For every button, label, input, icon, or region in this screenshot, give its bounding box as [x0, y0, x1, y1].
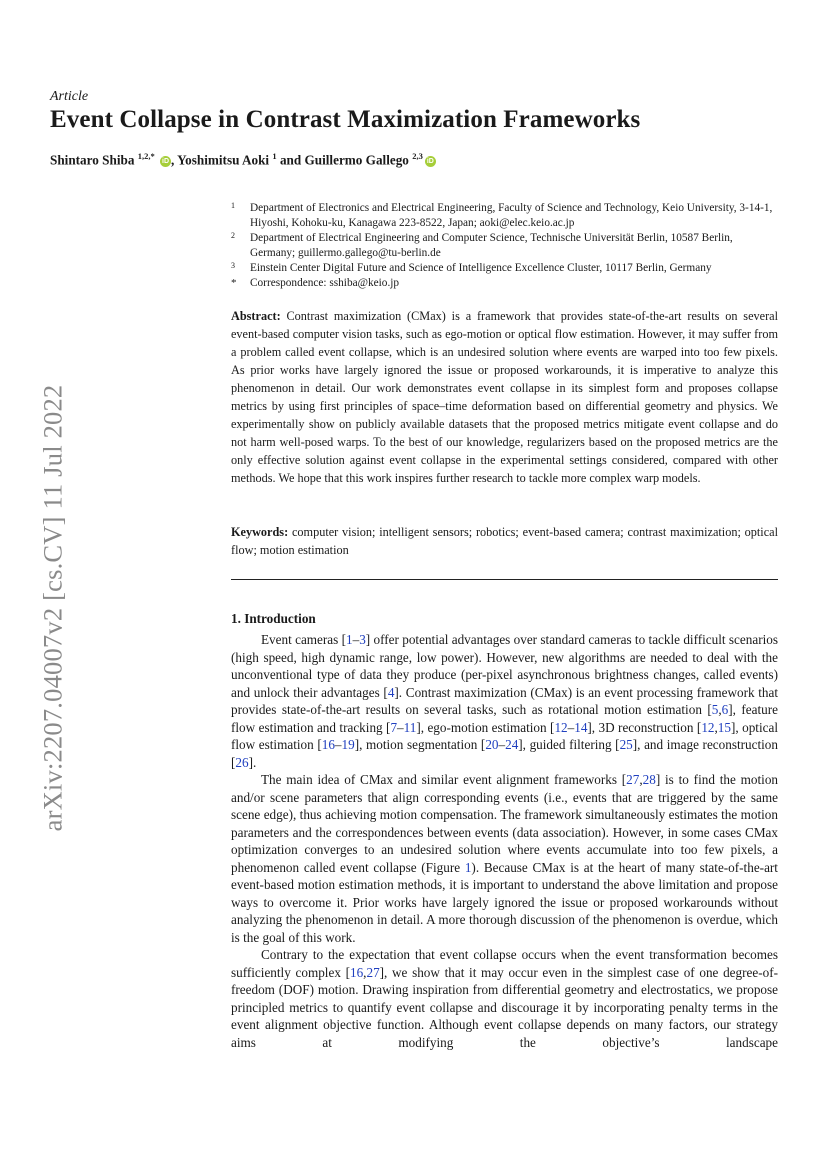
affiliation-item — [231, 231, 778, 261]
arxiv-identifier: arXiv:2207.04007v2 [cs.CV] 11 Jul 2022 — [37, 384, 68, 832]
citation-link[interactable]: 25 — [619, 737, 633, 752]
citation-link[interactable]: 26 — [235, 754, 249, 770]
body-text: ] offer potential advantages over standard cameras to tackle difficult scenarios (high speed, high dynamic range, low power). However, new algorithms are needed to deal with the unconventional type of data they produce (per-pixel asynchronous brightness changes, called events) and unlock their advantages [ — [231, 632, 778, 700]
body-text: – — [352, 632, 360, 647]
citation-link[interactable]: 28 — [642, 772, 656, 787]
body-text: ], guided filtering [ — [518, 737, 620, 752]
citation-link[interactable]: 1 — [346, 632, 353, 647]
citation-link[interactable]: 7 — [390, 719, 398, 735]
body-text: ] is to find the motion and/or scene parameters that align corresponding events (i.e., events that are triggered by the same scene edge), thus achieving motion compensation. The framework simultaneously estimates the motion parameters and the correspondences between events (data association). However, in some cases CMax optimization converges to an undesired solution where events accumulate into too few pixels, a phenomenon called event collapse (Figure — [231, 772, 779, 875]
citation-link[interactable]: 12 — [554, 719, 568, 735]
author-affiliation-marks: 1 — [272, 151, 277, 161]
author-separator: , — [171, 152, 178, 168]
affiliation-item — [231, 261, 778, 276]
body-paragraph — [231, 946, 778, 1051]
citation-link[interactable]: 27 — [626, 772, 640, 787]
body-text: , — [639, 772, 643, 787]
body-text: ], feature flow estimation and tracking [ — [231, 702, 778, 735]
body-text: ]. Contrast maximization (CMax) is an event processing framework that provides state-of-the-art results on several tasks, such as rotational motion estimation [ — [231, 684, 779, 717]
keywords — [231, 523, 778, 559]
body-text: ], and image reconstruction [ — [231, 737, 778, 770]
body-paragraph — [231, 771, 778, 946]
introduction-body — [231, 631, 778, 1051]
body-text: – — [498, 737, 506, 752]
body-text: ]. — [248, 754, 257, 770]
author-separator: and — [276, 152, 305, 168]
author-affiliation-marks: 1,2,* — [137, 151, 155, 161]
affiliation-text: Department of Electronics and Electrical Engineering, Faculty of Science and Technology, Keio University, 3-14-1, Hiyoshi, Kohoku-ku, Kanagawa 223-8522, Japan; aoki@elec.keio.ac.jp — [250, 202, 773, 229]
author-list — [50, 151, 436, 168]
body-text: ], we show that it may occur even in the simplest case of one degree-of-freedom (DOF) motion. Drawing inspiration from differential geometry and electrostatics, we propose principled metrics to quantify event collapse and discourage it by incorporating penalty terms in the event alignment objective function. Although event collapse depends on many factors, our strategy aims at modifying the objective’s landscape — [231, 964, 778, 1050]
affiliations-block — [231, 201, 778, 291]
citation-link[interactable]: 27 — [366, 964, 380, 980]
author-name: Yoshimitsu Aoki — [177, 152, 270, 168]
abstract-label: Abstract: — [231, 309, 281, 323]
body-text: Event cameras [ — [261, 632, 347, 647]
affiliation-marker: 2 — [231, 231, 235, 240]
body-text: The main idea of CMax and similar event alignment frameworks [ — [261, 772, 627, 787]
citation-link[interactable]: 20 — [485, 737, 499, 752]
citation-link[interactable]: 11 — [403, 719, 417, 735]
affiliation-text: Correspondence: sshiba@keio.jp — [250, 277, 400, 289]
affiliation-marker: 3 — [231, 261, 235, 270]
abstract-text: Contrast maximization (CMax) is a framework that provides state-of-the-art results on several event-based computer vision tasks, such as ego-motion or optical flow estimation. However, it may suffer from a problem called event collapse, which is an undesired solution where events are warped into too few pixels. As prior works have largely ignored the issue or proposed workarounds, it is imperative to analyze this phenomenon in detail. Our work demonstrates event collapse in its simplest form and proposes collapse metrics by using first principles of space–time deformation based on differential geometry and physics. We experimentally show on publicly available datasets that the proposed metrics mitigate event collapse and do not harm well-posed warps. To the best of our knowledge, regularizers based on the proposed metrics are the only effective solution against event collapse in the experimental settings considered, compared with other methods. We hope that this work inspires further research to tackle more complex warp models. — [231, 309, 778, 485]
section-heading: 1. Introduction — [231, 611, 316, 626]
orcid-icon[interactable]: iD — [426, 158, 434, 166]
body-text: Contrary to the expectation that event collapse occurs when the event transformation becomes sufficiently complex [ — [231, 947, 778, 980]
body-text: ], motion segmentation [ — [354, 737, 486, 752]
citation-link[interactable]: 4 — [387, 684, 395, 700]
orcid-icon[interactable]: iD — [162, 158, 170, 166]
citation-link[interactable]: 12 — [701, 719, 715, 735]
author-name: Shintaro Shiba — [50, 152, 135, 168]
citation-link[interactable]: 5 — [711, 702, 719, 717]
body-text: , — [718, 702, 722, 717]
citation-link[interactable]: 14 — [574, 719, 588, 735]
affiliation-marker: * — [231, 277, 237, 289]
citation-link[interactable]: 24 — [505, 737, 519, 752]
body-text: ], ego-motion estimation [ — [416, 719, 555, 735]
citation-link[interactable]: 15 — [717, 719, 731, 735]
author-name: Guillermo Gallego — [304, 152, 409, 168]
affiliation-marker: 1 — [231, 201, 235, 210]
body-text: – — [567, 719, 575, 735]
affiliation-item — [231, 276, 778, 291]
body-text: – — [334, 737, 342, 752]
citation-link[interactable]: 3 — [359, 632, 366, 647]
citation-link[interactable]: 19 — [341, 737, 355, 752]
keywords-label: Keywords: — [231, 525, 289, 539]
citation-link[interactable]: 6 — [721, 702, 729, 717]
body-text: ). Because CMax is at the heart of many state-of-the-art event-based motion estimation methods, it is important to understand the above limitation and propose ways to overcome it. Prior works have largely ignored the issue or proposed workarounds without analyzing the phenomenon in detail. A more thorough discussion of the phenomenon is overdue, which is the goal of this work. — [231, 859, 778, 945]
body-text: , — [714, 719, 718, 735]
affiliation-text: Einstein Center Digital Future and Science of Intelligence Excellence Cluster, 10117 Berlin, Germany — [250, 262, 712, 274]
paper-title: Event Collapse in Contrast Maximization Frameworks — [50, 106, 641, 133]
section-divider — [231, 579, 778, 580]
body-text: , — [363, 964, 367, 980]
citation-link[interactable]: 16 — [321, 737, 335, 752]
body-text: ], optical flow estimation [ — [231, 719, 778, 752]
body-text: – — [397, 719, 404, 735]
article-type-label: Article — [50, 89, 89, 104]
affiliation-text: Department of Electrical Engineering and Computer Science, Technische Universität Berlin, 10587 Berlin, Germany; guillermo.gallego@tu-berlin.de — [250, 232, 733, 259]
body-paragraph — [231, 631, 778, 771]
keywords-text: computer vision; intelligent sensors; robotics; event-based camera; contrast maximization; optical flow; motion estimation — [231, 525, 778, 557]
citation-link[interactable]: 1 — [464, 859, 472, 875]
author-affiliation-marks: 2,3 — [412, 151, 423, 161]
abstract — [231, 307, 778, 487]
affiliation-item — [231, 201, 778, 231]
body-text: ], 3D reconstruction [ — [587, 719, 702, 735]
citation-link[interactable]: 16 — [349, 964, 364, 980]
